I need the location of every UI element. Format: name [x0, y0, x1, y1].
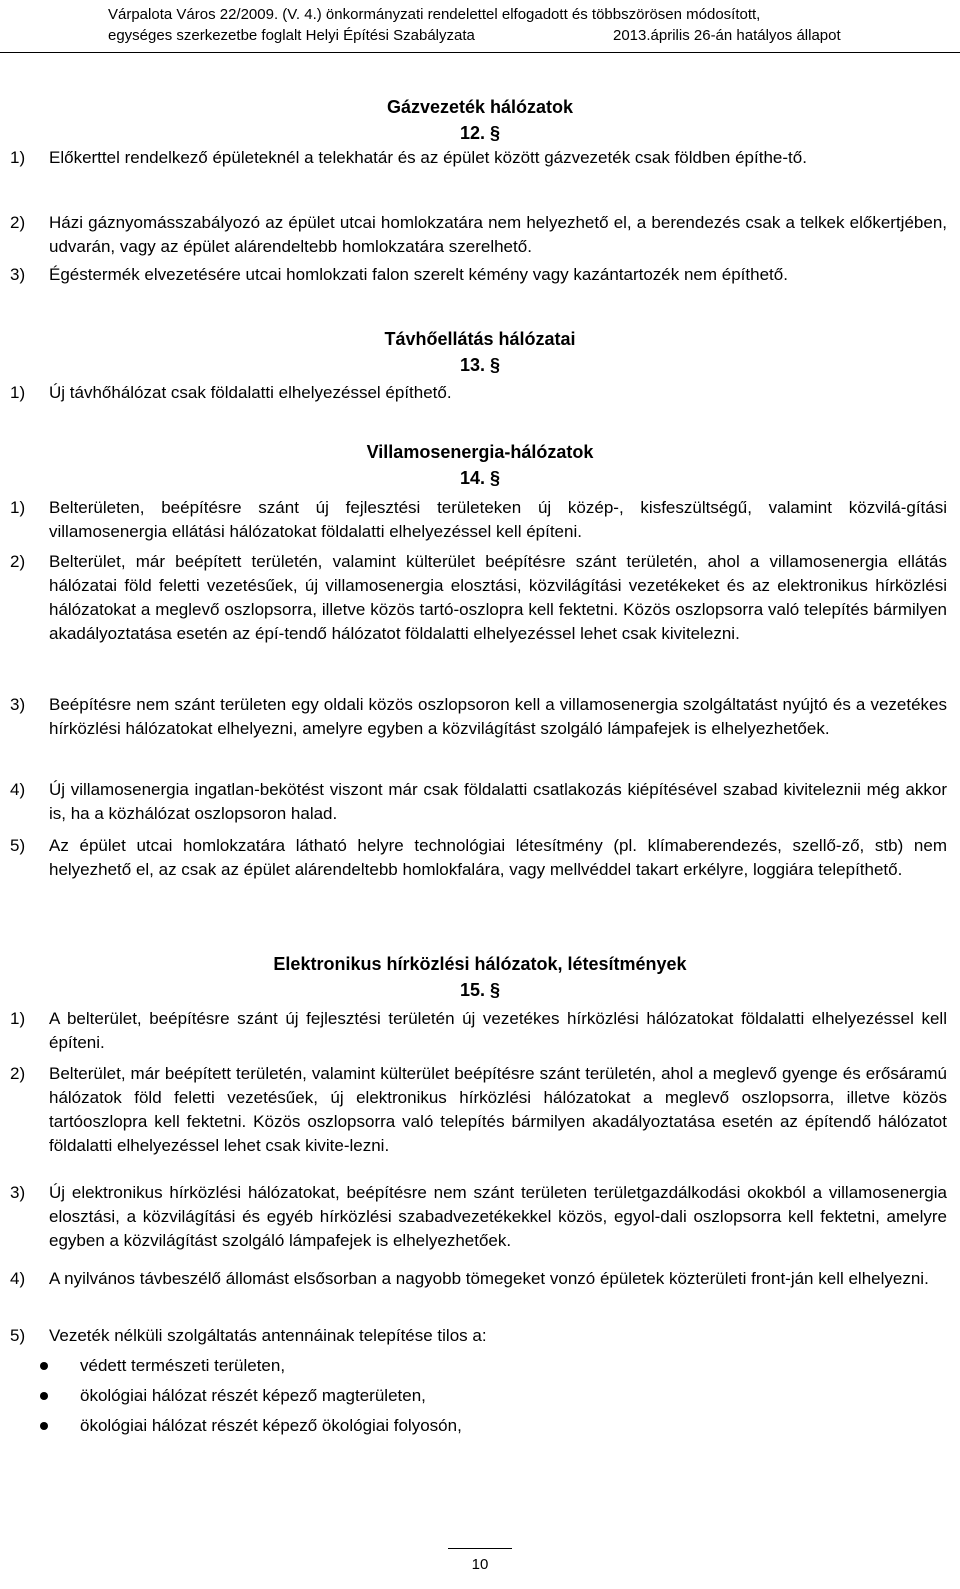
item-text: Új távhőhálózat csak földalatti elhelyezéssel építhető.	[49, 383, 452, 402]
item-number: 1)	[10, 148, 26, 167]
bullet-item: ökológiai hálózat részét képező ökológiai folyosón,	[80, 1416, 462, 1435]
item-number: 5)	[10, 836, 26, 855]
paragraph-number: 12.	[459, 123, 485, 143]
item-text: A belterület, beépítésre szánt új fejlesztési területén új vezetékes hírközlési hálózatokat földalatti elhelyezéssel kell építeni.	[49, 1009, 947, 1052]
section-title-telecom: Elektronikus hírközlési hálózatok, létesítmények	[273, 954, 687, 974]
item-text: Új elektronikus hírközlési hálózatokat, beépítésre nem szánt területen területgazdálkodási okokból a villamosenergia elosztási, a közvilágítási és egyéb hírközlési szabadvezetékekkel közös, egyol-dali oszlopsorra kell fektetni, amelyre egyben a közvilágítást szolgáló lámpafejek is elhelyezhetőek.	[49, 1183, 947, 1250]
header-line-2-right: 2013.április 26-án hatályos állapot	[613, 27, 841, 44]
item-number: 2)	[10, 1064, 26, 1083]
page-number: 10	[471, 1556, 489, 1573]
paragraph-sign: §	[490, 468, 501, 488]
paragraph-sign: §	[490, 980, 501, 1000]
item-text: A nyilvános távbeszélő állomást elsősorban a nagyobb tömegeket vonzó épületek közterületi front-ján kell elhelyezni.	[49, 1269, 929, 1288]
item-number: 1)	[10, 1009, 26, 1028]
item-text: Előkerttel rendelkező épületeknél a telekhatár és az épület között gázvezeték csak földben építhe-tő.	[49, 148, 807, 167]
item-text: Belterület, már beépített területén, valamint külterület beépítésre szánt területén, ahol a meglevő gyenge és erősáramú hálózatok föld feletti vezetésűek, új elektronikus hírközlési hálózatokat a meglevő oszlopsorra, illetve közös tartóoszlopra kell fektetni. Közös oszlopsorra való telepítés bármilyen akadályoztatása esetén az építendő hálózatot földalatti elhelyezéssel lehet csak kivite-lezni.	[49, 1064, 947, 1155]
bullet-dot	[40, 1362, 48, 1370]
item-text: Az épület utcai homlokzatára látható helyre technológiai létesítmény (pl. klímaberendezés, szellő-ző, stb) nem helyezhető el, az csak az épület alárendeltebb homlokfalára, vagy mellvéddel takart erkélyre, loggiára telepíthető.	[49, 836, 947, 879]
bullet-dot	[40, 1392, 48, 1400]
item-text: Vezeték nélküli szolgáltatás antennáinak telepítése tilos a:	[49, 1326, 487, 1345]
bullet-dot	[40, 1422, 48, 1430]
item-text: Égéstermék elvezetésére utcai homlokzati falon szerelt kémény vagy kazántartozék nem építhető.	[49, 265, 788, 284]
item-number: 3)	[10, 1183, 26, 1202]
paragraph-sign: §	[490, 355, 501, 375]
item-number: 2)	[10, 213, 26, 232]
header-line-1: Várpalota Város 22/2009. (V. 4.) önkormányzati rendelettel elfogadott és többszörösen módosított,	[108, 6, 761, 23]
bullet-item: ökológiai hálózat részét képező magterületen,	[80, 1386, 426, 1405]
paragraph-number-13	[0, 353, 960, 377]
paragraph-sign: §	[490, 123, 501, 143]
paragraph-number-12	[0, 121, 960, 145]
section-title-district-heating: Távhőellátás hálózatai	[384, 329, 576, 349]
item-number: 4)	[10, 1269, 26, 1288]
item-text: Belterületen, beépítésre szánt új fejlesztési területeken új közép-, kisfeszültségű, valamint közvilá-gítási villamosenergia ellátási hálózatokat földalatti elhelyezéssel kell építeni.	[49, 498, 947, 541]
item-number: 5)	[10, 1326, 26, 1345]
item-number: 1)	[10, 498, 26, 517]
section-title-electricity: Villamosenergia-hálózatok	[366, 442, 594, 462]
paragraph-number: 15.	[459, 980, 485, 1000]
item-number: 3)	[10, 695, 26, 714]
paragraph-number: 14.	[459, 468, 485, 488]
item-text: Beépítésre nem szánt területen egy oldali közös oszlopsoron kell a villamosenergia szolgáltatást nyújtó és a vezetékes hírközlési hálózatokat elhelyezni, amelyre egyben a közvilágítást szolgáló lámpafejek is elhelyezhetőek.	[49, 695, 947, 738]
page-header	[0, 0, 960, 53]
item-number: 2)	[10, 552, 26, 571]
paragraph-number: 13.	[459, 355, 485, 375]
paragraph-number-14	[0, 466, 960, 490]
item-number: 3)	[10, 265, 26, 284]
item-number: 4)	[10, 780, 26, 799]
footer-rule	[448, 1548, 512, 1549]
section-title-gas: Gázvezeték hálózatok	[386, 97, 574, 117]
item-number: 1)	[10, 383, 26, 402]
bullet-item: védett természeti területen,	[80, 1356, 286, 1375]
item-text: Házi gáznyomásszabályozó az épület utcai homlokzatára nem helyezhető el, a berendezés csak a telkek előkertjében, udvarán, vagy az épület alárendeltebb homlokzatára szerelhető.	[49, 213, 947, 256]
item-text: Belterület, már beépített területén, valamint külterület beépítésre szánt területén, ahol a villamosenergia ellátás hálózatai föld feletti vezetésűek, új villamosenergia elosztási, közvilágítási vezetékeket és az elektronikus hírközlési hálózatokat a meglevő oszlopsorra, illetve közös tartó-oszlopra kell fektetni. Közös oszlopsorra való telepítés bármilyen akadályoztatása esetén az épí-tendő hálózatot földalatti elhelyezéssel lehet csak kivitelezni.	[49, 552, 947, 643]
paragraph-number-15	[0, 978, 960, 1002]
item-text: Új villamosenergia ingatlan-bekötést viszont már csak földalatti csatlakozás kiépítésével szabad kiviteleznii még akkor is, ha a közhálózat oszlopsoron halad.	[49, 780, 947, 823]
header-line-2-left: egységes szerkezetbe foglalt Helyi Építési Szabályzata	[108, 27, 475, 44]
